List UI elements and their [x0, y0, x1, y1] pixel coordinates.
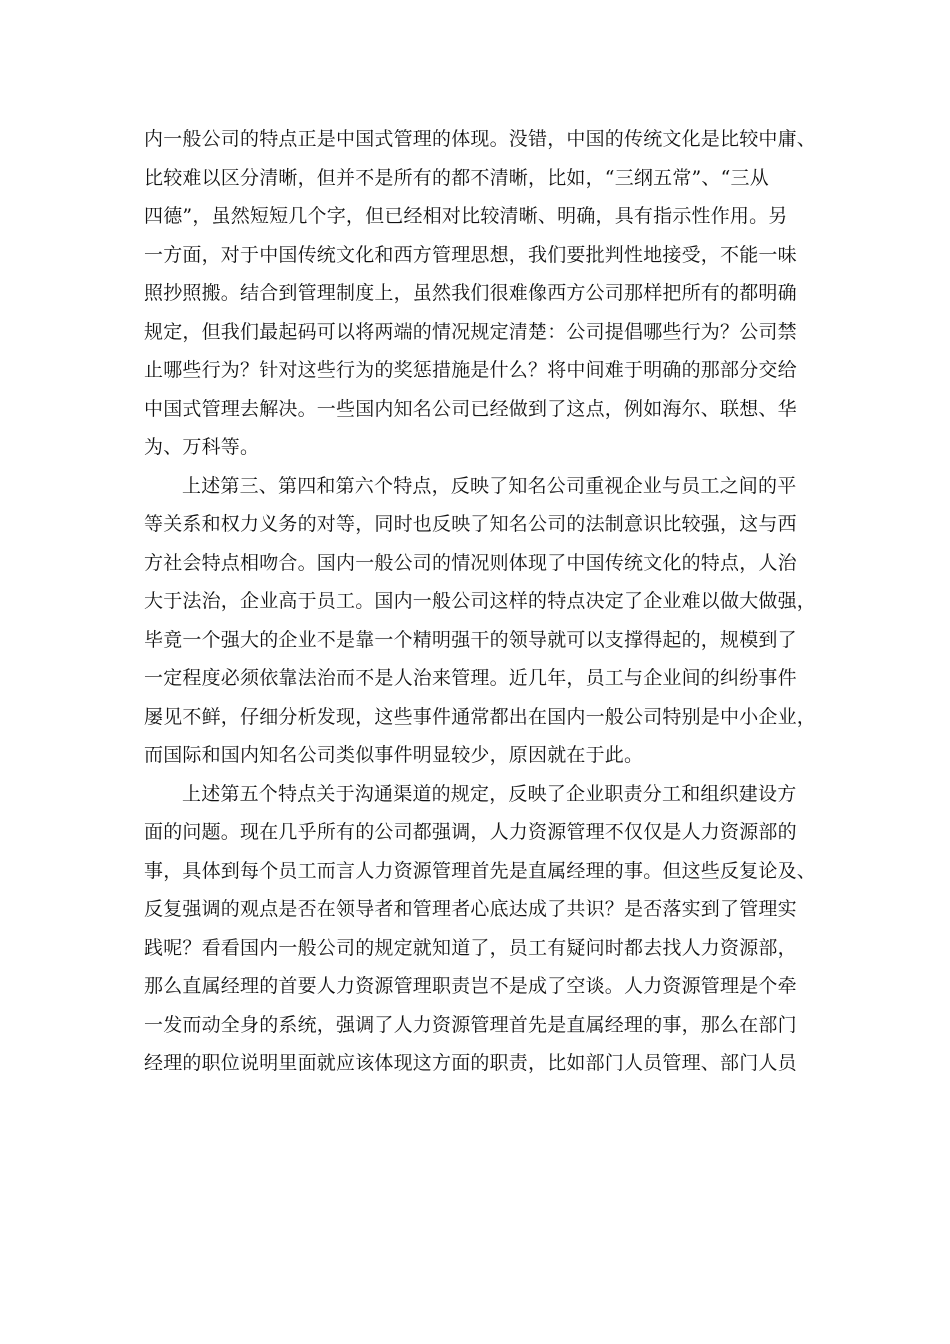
- text-line: 照抄照搬。结合到管理制度上，虽然我们很难像西方公司那样把所有的都明确: [144, 282, 797, 304]
- text-line: 反复强调的观点是否在领导者和管理者心底达成了共识？是否落实到了管理实: [144, 898, 797, 920]
- text-line: 方社会特点相吻合。国内一般公司的情况则体现了中国传统文化的特点，人治: [144, 551, 797, 574]
- text-line: 一发而动全身的系统，强调了人力资源管理首先是直属经理的事，那么在部门: [144, 1013, 797, 1036]
- text-line: 等关系和权力义务的对等，同时也反映了知名公司的法制意识比较强，这与西: [144, 513, 797, 535]
- text-line: 内一般公司的特点正是中国式管理的体现。没错，中国的传统文化是比较中庸、: [144, 128, 817, 150]
- text-line: 经理的职位说明里面就应该体现这方面的职责，比如部门人员管理、部门人员: [144, 1052, 797, 1074]
- text-line: 面的问题。现在几乎所有的公司都强调，人力资源管理不仅仅是人力资源部的: [144, 821, 797, 843]
- text-line: 那么直属经理的首要人力资源管理职责岂不是成了空谈。人力资源管理是个牵: [144, 975, 797, 997]
- text-line: 上述第五个特点关于沟通渠道的规定，反映了企业职责分工和组织建设方: [182, 782, 797, 805]
- text-line: 毕竟一个强大的企业不是靠一个精明强干的领导就可以支撑得起的，规模到了: [144, 628, 797, 651]
- text-line: 而国际和国内知名公司类似事件明显较少，原因就在于此。: [144, 744, 644, 766]
- text-line: 践呢？看看国内一般公司的规定就知道了，员工有疑问时都去找人力资源部，: [144, 936, 797, 959]
- paragraph-2: [144, 467, 824, 775]
- paragraph-1: [144, 120, 824, 467]
- text-line: 一方面，对于中国传统文化和西方管理思想，我们要批判性地接受，不能一味: [144, 243, 797, 266]
- body-text: [144, 120, 824, 1083]
- text-line: 上述第三、第四和第六个特点，反映了知名公司重视企业与员工之间的平: [182, 474, 797, 497]
- text-line: 比较难以区分清晰，但并不是所有的都不清晰，比如，“三纲五常”、“三从: [144, 166, 769, 189]
- text-line: 一定程度必须依靠法治而不是人治来管理。近几年，员工与企业间的纠纷事件: [144, 667, 797, 689]
- text-line: 事，具体到每个员工而言人力资源管理首先是直属经理的事。但这些反复论及、: [144, 859, 817, 882]
- text-line: 规定，但我们最起码可以将两端的情况规定清楚：公司提倡哪些行为？公司禁: [144, 320, 797, 343]
- text-line: 屡见不鲜，仔细分析发现，这些事件通常都出在国内一般公司特别是中小企业，: [144, 705, 817, 728]
- text-line: 四德”，虽然短短几个字，但已经相对比较清晰、明确，具有指示性作用。另: [144, 205, 788, 227]
- text-line: 为、万科等。: [144, 436, 260, 458]
- text-line: 止哪些行为？针对这些行为的奖惩措施是什么？将中间难于明确的那部分交给: [144, 359, 797, 381]
- paragraph-3: [144, 775, 824, 1083]
- text-line: 大于法治，企业高于员工。国内一般公司这样的特点决定了企业难以做大做强，: [144, 590, 817, 612]
- text-line: 中国式管理去解决。一些国内知名公司已经做到了这点，例如海尔、联想、华: [144, 397, 797, 420]
